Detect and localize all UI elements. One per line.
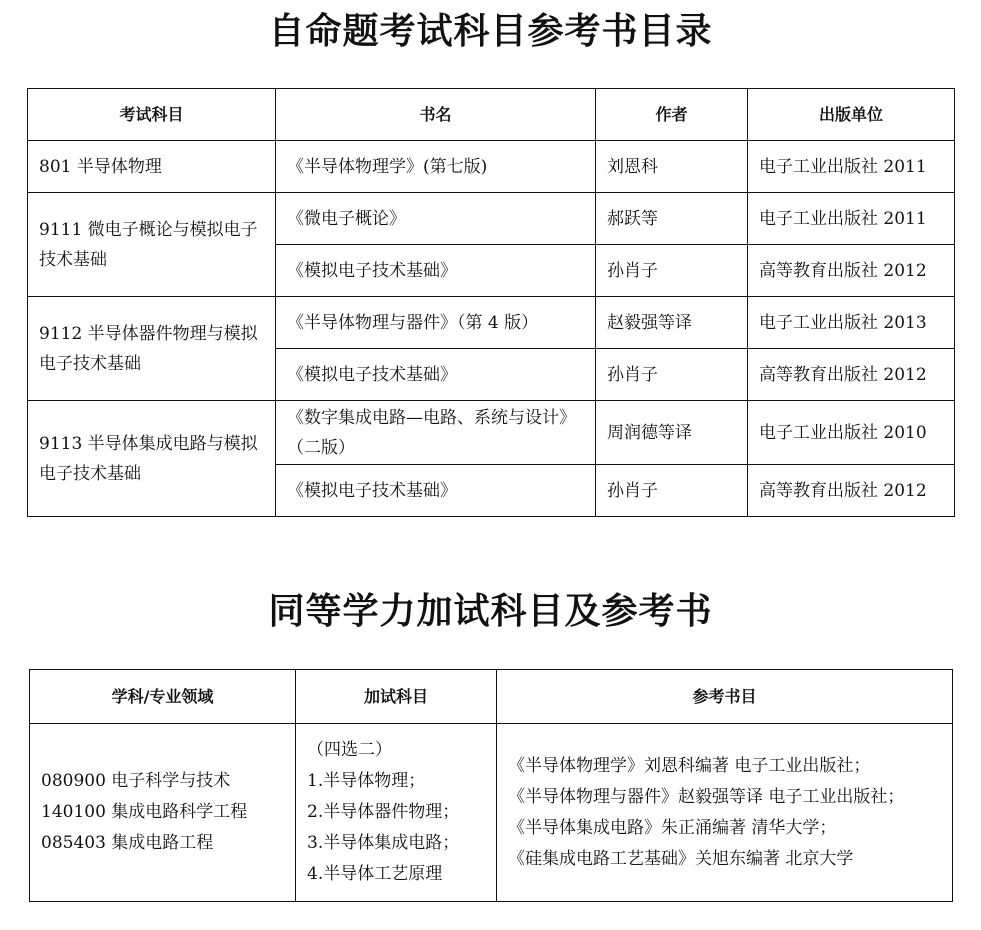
exam-subject-cell: 9111 微电子概论与模拟电子技术基础 <box>28 193 276 297</box>
author-cell: 孙肖子 <box>596 349 748 401</box>
header-exam-subject: 考试科目 <box>28 89 276 141</box>
page-title-equivalent-exam: 同等学力加试科目及参考书 <box>268 591 713 632</box>
subject-item: 3.半导体集成电路； <box>307 833 460 853</box>
publisher-cell: 电子工业出版社 2013 <box>748 297 955 349</box>
publisher-cell: 电子工业出版社 2011 <box>748 193 955 245</box>
subject-item: 2.半导体器件物理； <box>307 802 460 822</box>
author-cell: 周润德等译 <box>596 401 748 465</box>
author-cell: 孙肖子 <box>596 465 748 517</box>
table-row <box>28 193 955 245</box>
reference-item: 《硅集成电路工艺基础》关旭东编著 北京大学 <box>508 848 854 869</box>
header-author: 作者 <box>596 89 748 141</box>
book-title-cell: 《半导体物理学》(第七版) <box>276 141 596 193</box>
publisher-cell: 电子工业出版社 2010 <box>748 401 955 465</box>
publisher-cell: 高等教育出版社 2012 <box>748 245 955 297</box>
subject-choice-note: （四选二） <box>307 740 392 760</box>
book-title-cell: 《模拟电子技术基础》 <box>276 245 596 297</box>
table-row <box>28 297 955 349</box>
book-title-cell: 《模拟电子技术基础》 <box>276 465 596 517</box>
book-title-cell: 《模拟电子技术基础》 <box>276 349 596 401</box>
author-cell: 刘恩科 <box>596 141 748 193</box>
author-cell: 孙肖子 <box>596 245 748 297</box>
author-cell: 赵毅强等译 <box>596 297 748 349</box>
publisher-cell: 高等教育出版社 2012 <box>748 465 955 517</box>
reference-books-table <box>27 88 955 517</box>
book-title-cell: 《微电子概论》 <box>276 193 596 245</box>
publisher-cell: 电子工业出版社 2011 <box>748 141 955 193</box>
publisher-cell: 高等教育出版社 2012 <box>748 349 955 401</box>
table-row <box>28 141 955 193</box>
header-additional-subjects: 加试科目 <box>296 670 497 724</box>
page-title-reference-books: 自命题考试科目参考书目录 <box>268 11 713 52</box>
table-header-row <box>30 670 953 724</box>
header-references: 参考书目 <box>497 670 953 724</box>
author-cell: 郝跃等 <box>596 193 748 245</box>
discipline-item: 140100 集成电路科学工程 <box>41 802 248 822</box>
subject-item: 4.半导体工艺原理 <box>307 864 443 884</box>
exam-subject-cell: 801 半导体物理 <box>28 141 276 193</box>
additional-subjects-cell <box>296 724 497 902</box>
exam-subject-cell: 9113 半导体集成电路与模拟电子技术基础 <box>28 401 276 517</box>
reference-item: 《半导体物理与器件》赵毅强等译 电子工业出版社； <box>508 786 905 807</box>
discipline-item: 085403 集成电路工程 <box>41 833 214 853</box>
discipline-item: 080900 电子科学与技术 <box>41 771 231 791</box>
reference-item: 《半导体集成电路》朱正涌编著 清华大学； <box>508 817 837 838</box>
book-title-cell: 《数字集成电路—电路、系统与设计》（二版） <box>276 401 596 465</box>
header-book-title: 书名 <box>276 89 596 141</box>
table-header-row <box>28 89 955 141</box>
reference-item: 《半导体物理学》刘恩科编著 电子工业出版社； <box>508 755 871 776</box>
table-row <box>30 724 953 902</box>
header-publisher: 出版单位 <box>748 89 955 141</box>
book-title-cell: 《半导体物理与器件》（第 4 版） <box>276 297 596 349</box>
equivalent-exam-table <box>29 669 953 902</box>
header-discipline: 学科/专业领域 <box>30 670 296 724</box>
table-row <box>28 401 955 465</box>
discipline-cell <box>30 724 296 902</box>
exam-subject-cell: 9112 半导体器件物理与模拟电子技术基础 <box>28 297 276 401</box>
subject-item: 1.半导体物理； <box>307 771 426 791</box>
references-cell <box>497 724 953 902</box>
